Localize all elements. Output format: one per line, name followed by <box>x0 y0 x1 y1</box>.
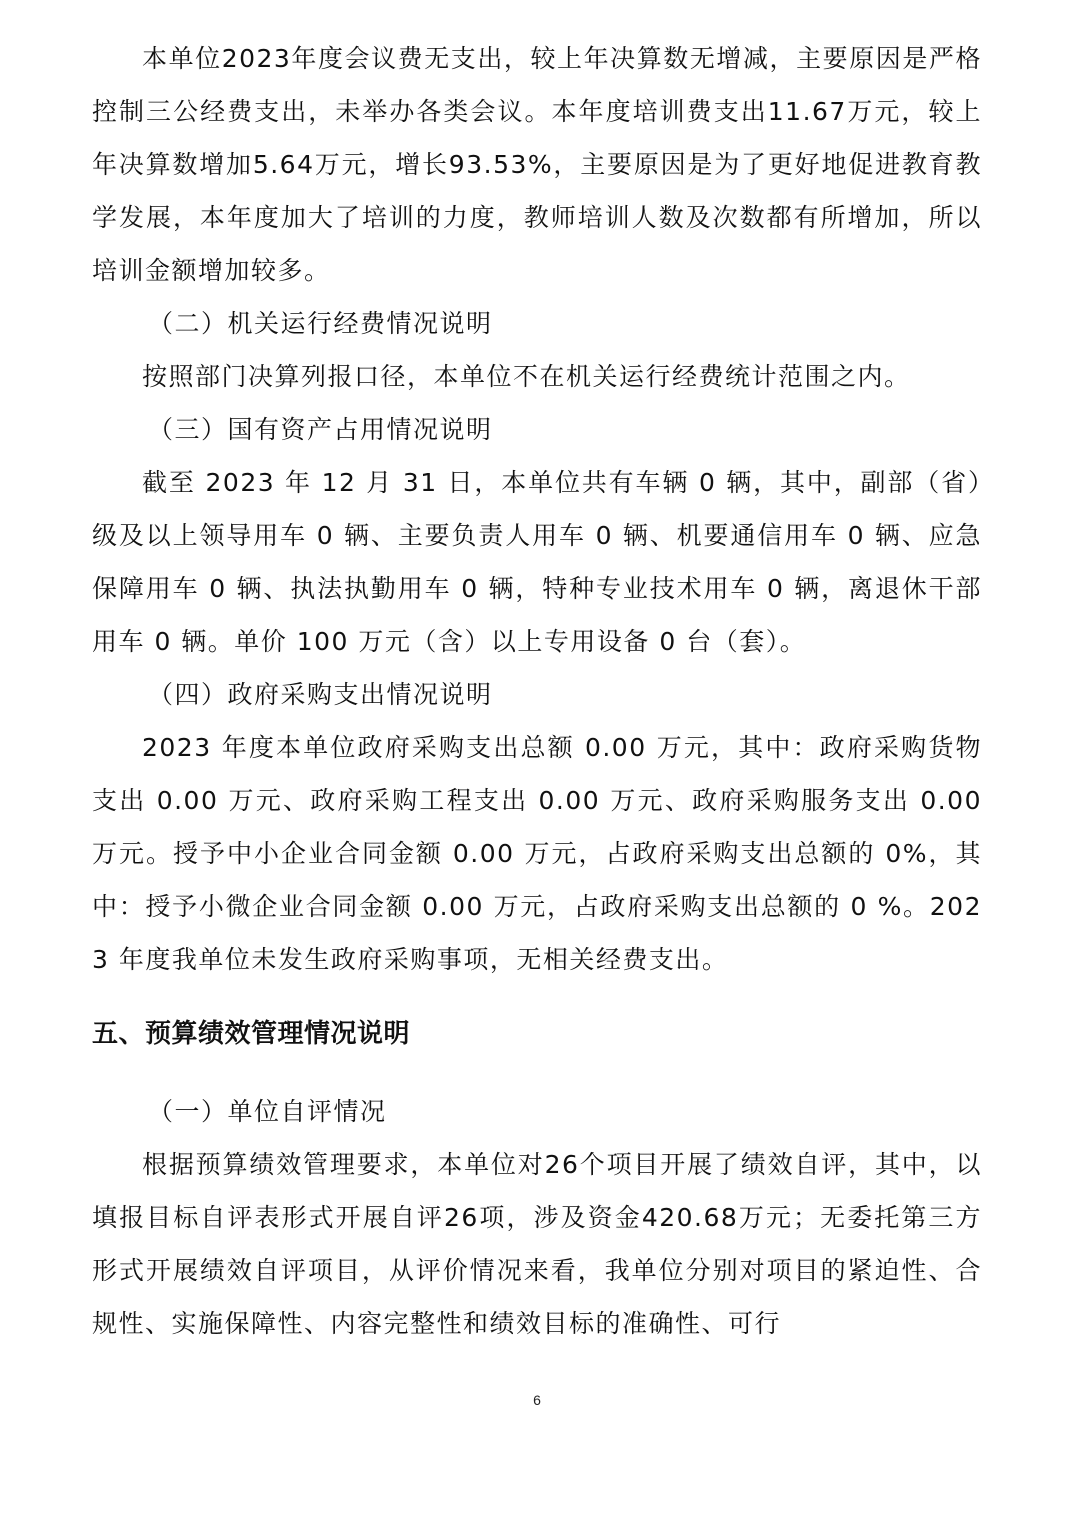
heading-agency-operation-funds: （二）机关运行经费情况说明 <box>148 309 493 338</box>
document-body <box>92 32 982 1350</box>
paragraph-agency-operation-funds: 按照部门决算列报口径，本单位不在机关运行经费统计范围之内。 <box>142 362 911 391</box>
heading-government-procurement: （四）政府采购支出情况说明 <box>148 680 493 709</box>
page-number: 6 <box>533 1392 541 1408</box>
heading-state-assets: （三）国有资产占用情况说明 <box>148 415 493 444</box>
paragraph-self-evaluation: 根据预算绩效管理要求，本单位对26个项目开展了绩效自评，其中，以填报目标自评表形式开展自评26项，涉及资金420.68万元；无委托第三方形式开展绩效自评项目，从评价情况来看，我单位分别对项目的紧迫性、合规性、实施保障性、内容完整性和绩效目标的准确性、可行 <box>92 1150 982 1338</box>
section-five-title: 五、预算绩效管理情况说明 <box>92 1019 411 1049</box>
paragraph-meeting-training-fees: 本单位2023年度会议费无支出，较上年决算数无增减，主要原因是严格控制三公经费支出，未举办各类会议。本年度培训费支出11.67万元，较上年决算数增加5.64万元，增长93.53%，主要原因是为了更好地促进教育教学发展，本年度加大了培训的力度，教师培训人数及次数都有所增加，所以培训金额增加较多。 <box>92 44 982 285</box>
paragraph-state-assets: 截至 2023 年 12 月 31 日，本单位共有车辆 0 辆，其中，副部（省）级及以上领导用车 0 辆、主要负责人用车 0 辆、机要通信用车 0 辆、应急保障用车 0 辆、执法执勤用车 0 辆，特种专业技术用车 0 辆，离退休干部用车 0 辆。单价 100 万元（含）以上专用设备 0 台（套）。 <box>92 468 982 656</box>
paragraph-government-procurement: 2023 年度本单位政府采购支出总额 0.00 万元，其中：政府采购货物支出 0.00 万元、政府采购工程支出 0.00 万元、政府采购服务支出 0.00 万元。授予中小企业合同金额 0.00 万元，占政府采购支出总额的 0%，其中：授予小微企业合同金额 0.00 万元，占政府采购支出总额的 0 %。2023 年度我单位未发生政府采购事项，无相关经费支出。 <box>92 733 982 974</box>
heading-self-evaluation: （一）单位自评情况 <box>148 1097 387 1126</box>
